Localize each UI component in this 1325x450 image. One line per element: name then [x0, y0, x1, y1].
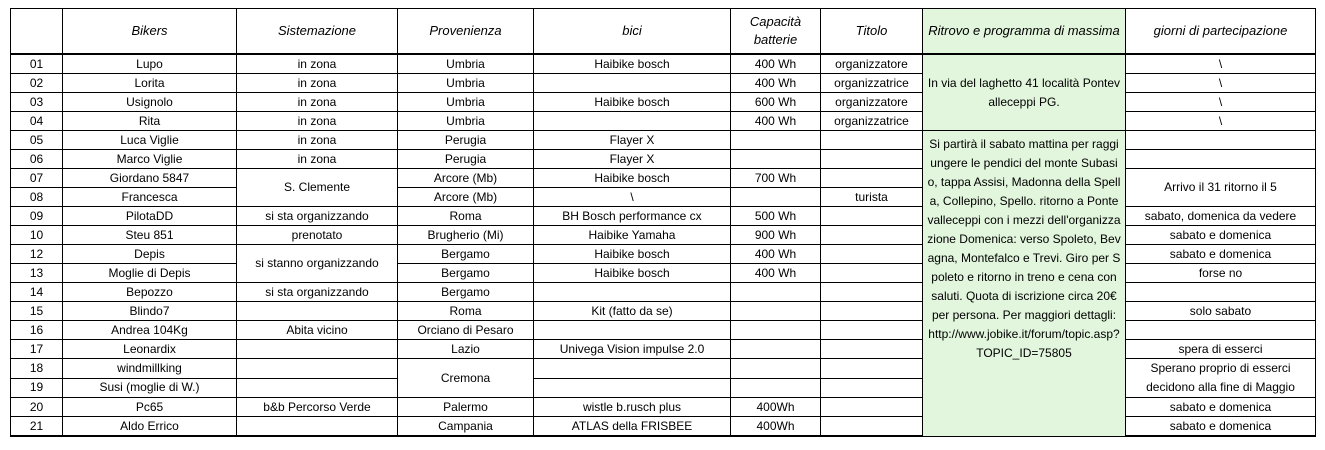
- cell-sistemazione[interactable]: [237, 302, 398, 321]
- cell-sistemazione[interactable]: in zona: [237, 93, 398, 112]
- cell-capacita[interactable]: 700 Wh: [731, 169, 821, 188]
- cell-titolo[interactable]: [821, 283, 923, 302]
- cell-num[interactable]: 10: [11, 226, 63, 245]
- cell-bici[interactable]: Haibike bosch: [534, 169, 731, 188]
- cell-bici[interactable]: wistle b.rusch plus: [534, 398, 731, 417]
- cell-titolo[interactable]: [821, 150, 923, 169]
- cell-giorni[interactable]: sabato e domenica: [1126, 245, 1316, 264]
- cell-capacita[interactable]: 600 Wh: [731, 93, 821, 112]
- cell-provenienza[interactable]: Perugia: [398, 131, 534, 150]
- header-ritrovo[interactable]: Ritrovo e programma di massima: [923, 9, 1126, 55]
- cell-titolo[interactable]: [821, 378, 923, 398]
- cell-num[interactable]: 04: [11, 112, 63, 131]
- cell-biker-name[interactable]: Francesca: [63, 188, 237, 207]
- cell-titolo[interactable]: [821, 417, 923, 437]
- cell-capacita[interactable]: [731, 150, 821, 169]
- cell-sistemazione[interactable]: in zona: [237, 150, 398, 169]
- cell-titolo[interactable]: [821, 302, 923, 321]
- cell-num[interactable]: 02: [11, 74, 63, 93]
- cell-capacita[interactable]: 400 Wh: [731, 54, 821, 74]
- cell-giorni[interactable]: [1126, 131, 1316, 150]
- header-bici[interactable]: bici: [534, 9, 731, 55]
- cell-titolo[interactable]: organizzatore: [821, 54, 923, 74]
- cell-titolo[interactable]: [821, 207, 923, 226]
- cell-sistemazione[interactable]: in zona: [237, 74, 398, 93]
- cell-bici[interactable]: Haibike Yamaha: [534, 226, 731, 245]
- ritrovo-meeting-cell[interactable]: In via del laghetto 41 località Pontevalleceppi PG.: [923, 54, 1126, 131]
- cell-capacita[interactable]: [731, 188, 821, 207]
- cell-titolo[interactable]: [821, 226, 923, 245]
- cell-sistemazione[interactable]: [237, 359, 398, 379]
- cell-titolo[interactable]: [821, 340, 923, 359]
- cell-giorni[interactable]: \: [1126, 112, 1316, 131]
- cell-capacita[interactable]: [731, 321, 821, 340]
- cell-titolo[interactable]: [821, 264, 923, 283]
- cell-bici[interactable]: Haibike bosch: [534, 245, 731, 264]
- cell-giorni[interactable]: solo sabato: [1126, 302, 1316, 321]
- cell-capacita[interactable]: 400Wh: [731, 417, 821, 437]
- cell-provenienza[interactable]: Perugia: [398, 150, 534, 169]
- cell-provenienza[interactable]: Umbria: [398, 112, 534, 131]
- cell-giorni[interactable]: spera di esserci: [1126, 340, 1316, 359]
- cell-sistemazione[interactable]: Abita vicino: [237, 321, 398, 340]
- cell-bici[interactable]: Kit (fatto da se): [534, 302, 731, 321]
- cell-sistemazione[interactable]: b&b Percorso Verde: [237, 398, 398, 417]
- cell-titolo[interactable]: [821, 169, 923, 188]
- cell-giorni[interactable]: Sperano proprio di esserci decidono alla fine di Maggio: [1126, 359, 1316, 398]
- cell-giorni[interactable]: \: [1126, 74, 1316, 93]
- cell-biker-name[interactable]: Blindo7: [63, 302, 237, 321]
- cell-giorni[interactable]: forse no: [1126, 264, 1316, 283]
- cell-capacita[interactable]: 900 Wh: [731, 226, 821, 245]
- cell-sistemazione[interactable]: [237, 378, 398, 398]
- cell-bici[interactable]: ATLAS della FRISBEE: [534, 417, 731, 437]
- cell-sistemazione[interactable]: si sta organizzando: [237, 283, 398, 302]
- cell-num[interactable]: 17: [11, 340, 63, 359]
- cell-titolo[interactable]: [821, 245, 923, 264]
- cell-biker-name[interactable]: Andrea 104Kg: [63, 321, 237, 340]
- table-row: [11, 54, 1316, 74]
- cell-titolo[interactable]: organizzatrice: [821, 74, 923, 93]
- cell-giorni[interactable]: sabato e domenica: [1126, 398, 1316, 417]
- cell-titolo[interactable]: [821, 398, 923, 417]
- cell-provenienza[interactable]: Campania: [398, 417, 534, 437]
- header-giorni[interactable]: giorni di partecipazione: [1126, 9, 1316, 55]
- cell-titolo[interactable]: [821, 131, 923, 150]
- cell-sistemazione[interactable]: prenotato: [237, 226, 398, 245]
- cell-capacita[interactable]: 500 Wh: [731, 207, 821, 226]
- cell-biker-name[interactable]: Aldo Errico: [63, 417, 237, 437]
- header-titolo[interactable]: Titolo: [821, 9, 923, 55]
- cell-giorni[interactable]: sabato, domenica da vedere: [1126, 207, 1316, 226]
- cell-num[interactable]: 14: [11, 283, 63, 302]
- cell-giorni[interactable]: sabato e domenica: [1126, 417, 1316, 437]
- participants-table: [10, 8, 1316, 437]
- cell-biker-name[interactable]: Pc65: [63, 398, 237, 417]
- cell-biker-name[interactable]: Marco Viglie: [63, 150, 237, 169]
- cell-provenienza[interactable]: Bergamo: [398, 264, 534, 283]
- cell-bici[interactable]: Univega Vision impulse 2.0: [534, 340, 731, 359]
- cell-num[interactable]: 16: [11, 321, 63, 340]
- cell-sistemazione[interactable]: S. Clemente: [237, 169, 398, 207]
- cell-sistemazione[interactable]: si sta organizzando: [237, 207, 398, 226]
- cell-provenienza[interactable]: Lazio: [398, 340, 534, 359]
- table-body: [11, 54, 1316, 436]
- cell-titolo[interactable]: [821, 321, 923, 340]
- cell-biker-name[interactable]: Depis: [63, 245, 237, 264]
- cell-num[interactable]: 21: [11, 417, 63, 437]
- cell-biker-name[interactable]: Lupo: [63, 54, 237, 74]
- cell-num[interactable]: 12: [11, 245, 63, 264]
- cell-biker-name[interactable]: Luca Viglie: [63, 131, 237, 150]
- cell-provenienza[interactable]: Bergamo: [398, 283, 534, 302]
- header-bikers[interactable]: Bikers: [63, 9, 237, 55]
- cell-capacita[interactable]: 400 Wh: [731, 74, 821, 93]
- cell-num[interactable]: 19: [11, 378, 63, 398]
- cell-capacita[interactable]: [731, 340, 821, 359]
- cell-bici[interactable]: Haibike bosch: [534, 54, 731, 74]
- cell-bici[interactable]: [534, 283, 731, 302]
- cell-num[interactable]: 07: [11, 169, 63, 188]
- cell-num[interactable]: 15: [11, 302, 63, 321]
- cell-provenienza[interactable]: Umbria: [398, 54, 534, 74]
- cell-sistemazione[interactable]: [237, 417, 398, 437]
- cell-bici[interactable]: [534, 378, 731, 398]
- cell-giorni[interactable]: [1126, 283, 1316, 302]
- header-sistemazione[interactable]: Sistemazione: [237, 9, 398, 55]
- ritrovo-program-cell[interactable]: Si partirà il sabato mattina per raggiungere le pendici del monte Subasio, tappa Assisi, Madonna della Spella, Collepino, Spello. ritorno a Pontevalleceppi con i mezzi dell'organizzazione Domenica: verso Spoleto, Bevagna, Montefalco e Trevi. Giro per Spoleto e ritorno in treno e cena con saluti. Quota di iscrizione circa 20€ per persona. Per maggiori dettagli: http://www.jobike.it/forum/topic.asp?TOPIC_ID=75805: [923, 131, 1126, 437]
- cell-num[interactable]: 01: [11, 54, 63, 74]
- cell-titolo[interactable]: turista: [821, 188, 923, 207]
- cell-biker-name[interactable]: Leonardix: [63, 340, 237, 359]
- cell-bici[interactable]: Flayer X: [534, 150, 731, 169]
- cell-bici[interactable]: \: [534, 188, 731, 207]
- cell-num[interactable]: 18: [11, 359, 63, 379]
- cell-sistemazione[interactable]: in zona: [237, 112, 398, 131]
- cell-biker-name[interactable]: windmillking: [63, 359, 237, 379]
- cell-biker-name[interactable]: Lorita: [63, 74, 237, 93]
- cell-titolo[interactable]: [821, 359, 923, 379]
- cell-sistemazione[interactable]: si stanno organizzando: [237, 245, 398, 283]
- cell-giorni[interactable]: [1126, 321, 1316, 340]
- cell-num[interactable]: 08: [11, 188, 63, 207]
- cell-bici[interactable]: [534, 74, 731, 93]
- cell-capacita[interactable]: [731, 283, 821, 302]
- cell-titolo[interactable]: organizzatore: [821, 93, 923, 112]
- cell-giorni[interactable]: [1126, 150, 1316, 169]
- cell-biker-name[interactable]: PilotaDD: [63, 207, 237, 226]
- cell-provenienza[interactable]: Roma: [398, 207, 534, 226]
- cell-biker-name[interactable]: Bepozzo: [63, 283, 237, 302]
- cell-capacita[interactable]: [731, 359, 821, 379]
- cell-provenienza[interactable]: Cremona: [398, 359, 534, 398]
- cell-provenienza[interactable]: Bergamo: [398, 245, 534, 264]
- cell-biker-name[interactable]: Susi (moglie di W.): [63, 378, 237, 398]
- cell-provenienza[interactable]: Umbria: [398, 74, 534, 93]
- cell-sistemazione[interactable]: [237, 340, 398, 359]
- cell-giorni[interactable]: sabato e domenica: [1126, 226, 1316, 245]
- cell-provenienza[interactable]: Palermo: [398, 398, 534, 417]
- cell-capacita[interactable]: [731, 302, 821, 321]
- table-row: [11, 131, 1316, 150]
- cell-num[interactable]: 20: [11, 398, 63, 417]
- cell-giorni[interactable]: \: [1126, 54, 1316, 74]
- cell-provenienza[interactable]: Orciano di Pesaro: [398, 321, 534, 340]
- cell-provenienza[interactable]: Umbria: [398, 93, 534, 112]
- cell-num[interactable]: 13: [11, 264, 63, 283]
- header-capacita[interactable]: Capacità batterie: [731, 9, 821, 55]
- cell-bici[interactable]: Flayer X: [534, 131, 731, 150]
- cell-sistemazione[interactable]: in zona: [237, 131, 398, 150]
- header-row: [11, 9, 1316, 55]
- cell-biker-name[interactable]: Giordano 5847: [63, 169, 237, 188]
- cell-giorni[interactable]: \: [1126, 93, 1316, 112]
- cell-capacita[interactable]: 400 Wh: [731, 264, 821, 283]
- cell-bici[interactable]: BH Bosch performance cx: [534, 207, 731, 226]
- cell-provenienza[interactable]: Roma: [398, 302, 534, 321]
- cell-num[interactable]: 09: [11, 207, 63, 226]
- cell-num[interactable]: 05: [11, 131, 63, 150]
- cell-capacita[interactable]: 400 Wh: [731, 245, 821, 264]
- header-provenienza[interactable]: Provenienza: [398, 9, 534, 55]
- cell-provenienza[interactable]: Arcore (Mb): [398, 169, 534, 188]
- cell-bici[interactable]: [534, 321, 731, 340]
- header-num[interactable]: [11, 9, 63, 55]
- cell-capacita[interactable]: [731, 131, 821, 150]
- cell-giorni[interactable]: Arrivo il 31 ritorno il 5: [1126, 169, 1316, 207]
- cell-num[interactable]: 06: [11, 150, 63, 169]
- cell-capacita[interactable]: 400 Wh: [731, 112, 821, 131]
- cell-bici[interactable]: [534, 112, 731, 131]
- cell-provenienza[interactable]: Brugherio (Mi): [398, 226, 534, 245]
- cell-capacita[interactable]: [731, 378, 821, 398]
- cell-capacita[interactable]: 400Wh: [731, 398, 821, 417]
- cell-num[interactable]: 03: [11, 93, 63, 112]
- cell-biker-name[interactable]: Moglie di Depis: [63, 264, 237, 283]
- cell-biker-name[interactable]: Usignolo: [63, 93, 237, 112]
- cell-biker-name[interactable]: Rita: [63, 112, 237, 131]
- cell-bici[interactable]: Haibike bosch: [534, 93, 731, 112]
- cell-sistemazione[interactable]: in zona: [237, 54, 398, 74]
- cell-bici[interactable]: [534, 359, 731, 379]
- cell-biker-name[interactable]: Steu 851: [63, 226, 237, 245]
- cell-bici[interactable]: Haibike bosch: [534, 264, 731, 283]
- cell-titolo[interactable]: organizzatrice: [821, 112, 923, 131]
- cell-provenienza[interactable]: Arcore (Mb): [398, 188, 534, 207]
